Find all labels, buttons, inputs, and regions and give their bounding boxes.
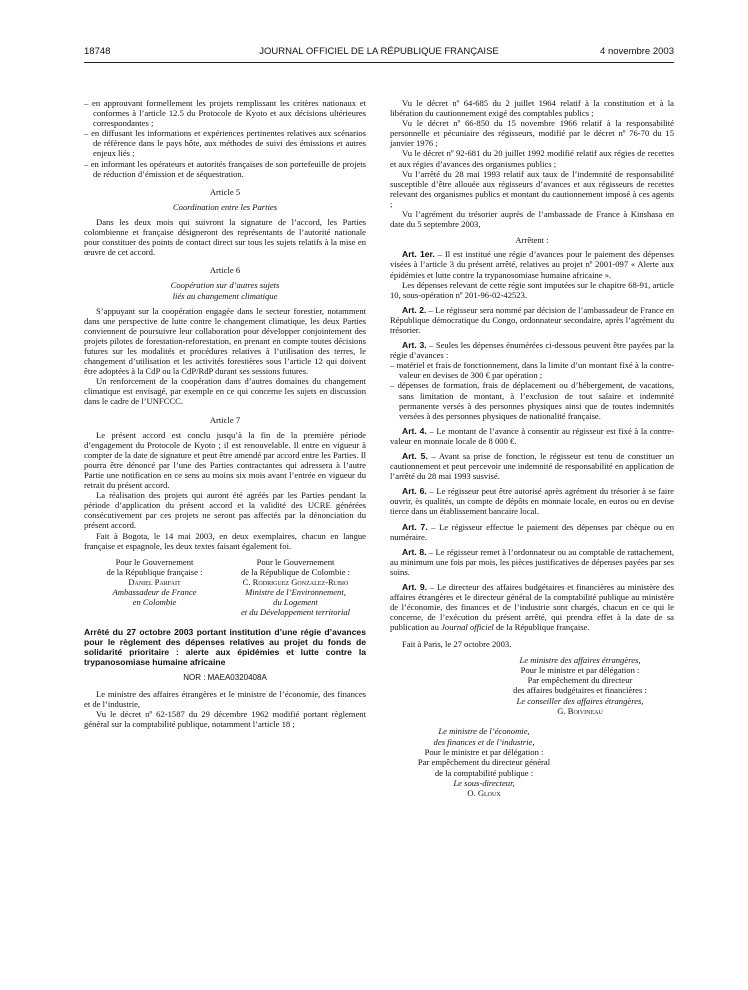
article-text: de la République française. [493,622,590,633]
paragraph: S’appuyant sur la coopération engagée dans le secteur forestier, notamment dans une perspective de lutte contre le changement climatique, les deux Parties conviennent de poursuivre leur collaboration pour développer conjointement des projets pilotes de forestation-reforestation, en prenant en compte toutes décisions futures sur les modalités et procédures relatives à l’utilisation des terres, le changement d’utilisation et les activités forestières sous l’article 12 qui doivent être adoptées à la CdP ou la CdP/RdP durant ses sessions futures. [84,305,366,377]
article-label: Art. 6. [402,486,427,497]
left-column [84,98,366,729]
article-6 [390,486,674,516]
page-number: 18748 [84,46,111,57]
paragraph: Vu le décret nº 62-1587 du 29 décembre 1962 modifié portant règlement général sur la comptabilité publique, notamment l’article 18 ; [84,709,366,730]
signature-line: Par empêchement du directeur général [417,757,551,768]
article-text: – Avant sa prise de fonction, le régisseur est tenu de constituer un cautionnement et peut percevoir une indemnité de responsabilité en application de l’arrêté du 28 mai 1993 susvisé. [390,451,674,482]
article-text: – Le régisseur remet à l’ordonnateur ou au comptable de rattachement, au minimum une fois par mois, les pièces justificatives de dépenses payées par ses soins. [390,546,675,577]
signature-foreign-affairs [390,655,674,717]
signatory-name: Daniel Parfait [128,576,181,587]
article-6-title-1: Coopération sur d’autres sujets [170,280,280,291]
signature-line: Le ministre des affaires étrangères, [519,654,641,665]
signature-line: de la République de Colombie : [240,566,351,577]
paragraph: Les dépenses relevant de cette régie sont imputées sur le chapitre 68-91, article 10, sous-opération nº 201-96-02-42523. [390,279,674,300]
article-1 [390,249,674,279]
article-6-title-2: liés au changement climatique [172,290,278,301]
signatory-title: et du Développement territorial [240,606,351,617]
article-2 [390,305,674,335]
article-label: Art. 2. [402,304,427,315]
signature-line: des finances et de l’industrie, [433,736,535,747]
issue-date: 4 novembre 2003 [600,46,674,57]
article-label: Art. 1er. [402,249,435,260]
article-text: – Seules les dépenses énumérées ci-dessous peuvent être payées par la régie d’avances : [390,340,674,361]
signature-line: Pour le ministre et par délégation : [520,664,640,675]
signature-line: Par empêchement du directeur [527,675,633,686]
place-date: Fait à Paris, le 27 octobre 2003. [402,638,512,649]
signatory-title: Ministre de l’Environnement, [245,586,346,597]
signature-block [84,557,366,617]
article-text: – Le directeur des affaires budgétaires et financières au ministère des affaires étrangères et le directeur général de la comptabilité publique au ministère de l’économie, des finances et de l’industrie sont chargés, chacun en ce qui le concerne, de l’exécution du présent arrêté, qui prendra effet à la date de sa publication au [390,582,674,633]
article-label: Art. 9. [402,582,428,593]
signature-line: de la République française : [106,566,203,577]
header-rule [84,62,674,63]
signatory-name: G. Boivineau [557,706,603,717]
signatory-name: C. Rodriguez Gonzalez-Rubio [242,576,349,587]
arretent-heading: Arrêtent : [515,235,549,246]
article-7-heading: Article 7 [209,414,241,425]
signature-colombia [225,557,366,617]
journal-reference: Journal officiel [441,622,494,633]
article-text: – Le montant de l’avance à consentir au régisseur est fixé à la contre-valeur en monnaie locale de 8 000 €. [390,425,674,446]
article-text: – Le régisseur effectue le paiement des dépenses par chèque ou en numéraire. [390,521,674,542]
page-header [84,46,674,62]
article-4 [390,426,674,446]
article-text: – Le régisseur peut être autorisé après agrément du trésorier à se faire ouvrir, ès qualités, un compte de dépôts en monnaie locale, en euros ou en devise tierce dans un établissement bancaire local. [390,486,674,517]
signature-economy [390,726,574,798]
article-label: Art. 5. [402,451,428,461]
bullet-item: – en approuvant formellement les projets remplissant les critères nationaux et conformes à l’article 12.5 du Protocole de Kyoto et aux décisions ultérieures correspondantes ; [84,98,366,129]
article-label: Art. 3. [402,340,427,351]
signatory-title: en Colombie [132,596,177,607]
paragraph: La réalisation des projets qui auront été agréés par les Parties pendant la période d’application du présent accord et la validité des UCRE générées consécutivement par ces projets ne seront pas affectés par la dénonciation du présent accord. [84,490,366,531]
article-label: Art. 7. [402,521,428,532]
signatory-name: O. Gloux [467,788,501,799]
article-5-heading: Article 5 [209,186,241,197]
paragraph: Le ministre des affaires étrangères et le ministre de l’économie, des finances et de l’industrie, [84,688,366,709]
list-item: – matériel et frais de fonctionnement, dans la limite d’un montant fixé à la contre-valeur en devises de 300 € par opération ; [390,360,674,381]
visa: Vu le décret nº 66-850 du 15 novembre 1966 relatif à la responsabilité personnelle et pécuniaire des régisseurs, modifié par le décret nº 76-70 du 15 janvier 1976 ; [390,118,674,149]
journal-title: JOURNAL OFFICIEL DE LA RÉPUBLIQUE FRANÇAISE [259,46,499,57]
signature-line: Pour le Gouvernement [256,556,335,567]
list-item: – dépenses de formation, frais de déplacement ou d’hébergement, de vacations, sans limitation de montant, à l’exclusion de tout salaire et indemnité permanente versés à des personnes physiques ainsi que de toutes indemnités versées à des personnes physiques de nationalité française. [390,380,674,421]
visa: Vu le décret nº 92-681 du 20 juillet 1992 modifié relatif aux régies de recettes et aux régies d’avances des organismes publics ; [390,148,674,169]
arrete-title: Arrêté du 27 octobre 2003 portant institution d’une régie d’avances pour le règlement des dépenses relatives au projet du fonds de solidarité prioritaire : alerte aux épidémies et lutte contre la trypanosomiase humaine africaine [84,626,366,667]
visa: Vu l’agrément du trésorier auprès de l’ambassade de France à Kinshasa en date du 5 septembre 2003, [390,209,674,230]
bullet-item: – en informant les opérateurs et autorités françaises de son portefeuille de projets de réduction d’émission et de séquestration. [84,158,366,179]
article-8 [390,547,674,577]
signature-line: Le ministre de l’économie, [438,726,530,737]
article-text: – Le régisseur sera nommé par décision de l’ambassadeur de France en République démocratique du Congo, ordonnateur secondaire, après l’agrément du trésorier. [390,304,674,335]
article-6-heading: Article 6 [209,265,241,276]
visa: Vu le décret nº 64-685 du 2 juillet 1964 relatif à la constitution et à la libération du cautionnement exigé des comptables publics ; [390,98,674,119]
article-9 [390,582,674,632]
right-column [390,98,674,798]
article-label: Art. 8. [402,546,427,557]
nor-reference: NOR : MAEA0320408A [183,672,267,682]
visa: Vu l’arrêté du 28 mai 1993 relatif aux taux de l’indemnité de responsabilité susceptible d’être allouée aux régisseurs d’avances et aux régisseurs de recettes relevant des organismes publics et montant du cautionnement imposé à ces agents ; [390,168,674,209]
signatory-title: du Logement [273,596,318,607]
paragraph: Fait à Bogota, le 14 mai 2003, en deux exemplaires, chacun en langue française et espagnole, les deux textes faisant également foi. [84,530,366,551]
article-text: – Il est institué une régie d’avances pour le paiement des dépenses visées à l’article 3 du présent arrêté, relatives au projet nº 2001-097 « Alerte aux épidémies et lutte contre la trypanosomiase humaine africaine ». [390,249,674,280]
signature-line: Pour le ministre et par délégation : [424,746,544,757]
signature-line: Le sous-directeur, [453,777,515,788]
paragraph: Un renforcement de la coopération dans d’autres domaines du changement climatique est envisagé, par exemple en ce qui concerne les sujets en discussion dans le cadre de l’UNFCCC. [84,376,366,407]
signature-line: des affaires budgétaires et financières : [513,685,647,696]
article-5-title: Coordination entre les Parties [172,201,278,212]
signature-france [84,557,225,617]
paragraph: Le présent accord est conclu jusqu’à la fin de la première période d’engagement du Protocole de Kyoto ; il est renouvelable. Il entre en vigueur à compter de la date de signature et peut être amendé par accord entre les Parties. Il pourra être dénoncé par l’une des Parties contractantes qui adressera à l’autre Partie une notification en ce sens au moins six mois avant l’entrée en vigueur du retrait du présent accord. [84,429,366,491]
article-5 [390,451,674,481]
article-7 [390,522,674,542]
signature-line: Pour le Gouvernement [115,556,194,567]
article-label: Art. 4. [402,425,427,436]
article-3 [390,340,674,360]
signature-line: de la comptabilité publique : [434,767,534,778]
signature-line: Le conseiller des affaires étrangères, [516,695,644,706]
signatory-title: Ambassadeur de France [112,586,197,597]
bullet-item: – en diffusant les informations et expériences pertinentes relatives aux scénarios de référence dans le pays hôte, aux méthodes de suivi des émissions et autres enjeux liés ; [84,128,366,159]
paragraph: Dans les deux mois qui suivront la signature de l’accord, les Parties colombienne et française désigneront des représentants de l’autorité nationale pour constituer des points de contact direct sur tous les sujets relatifs à la mise en œuvre de cet accord. [84,216,366,258]
